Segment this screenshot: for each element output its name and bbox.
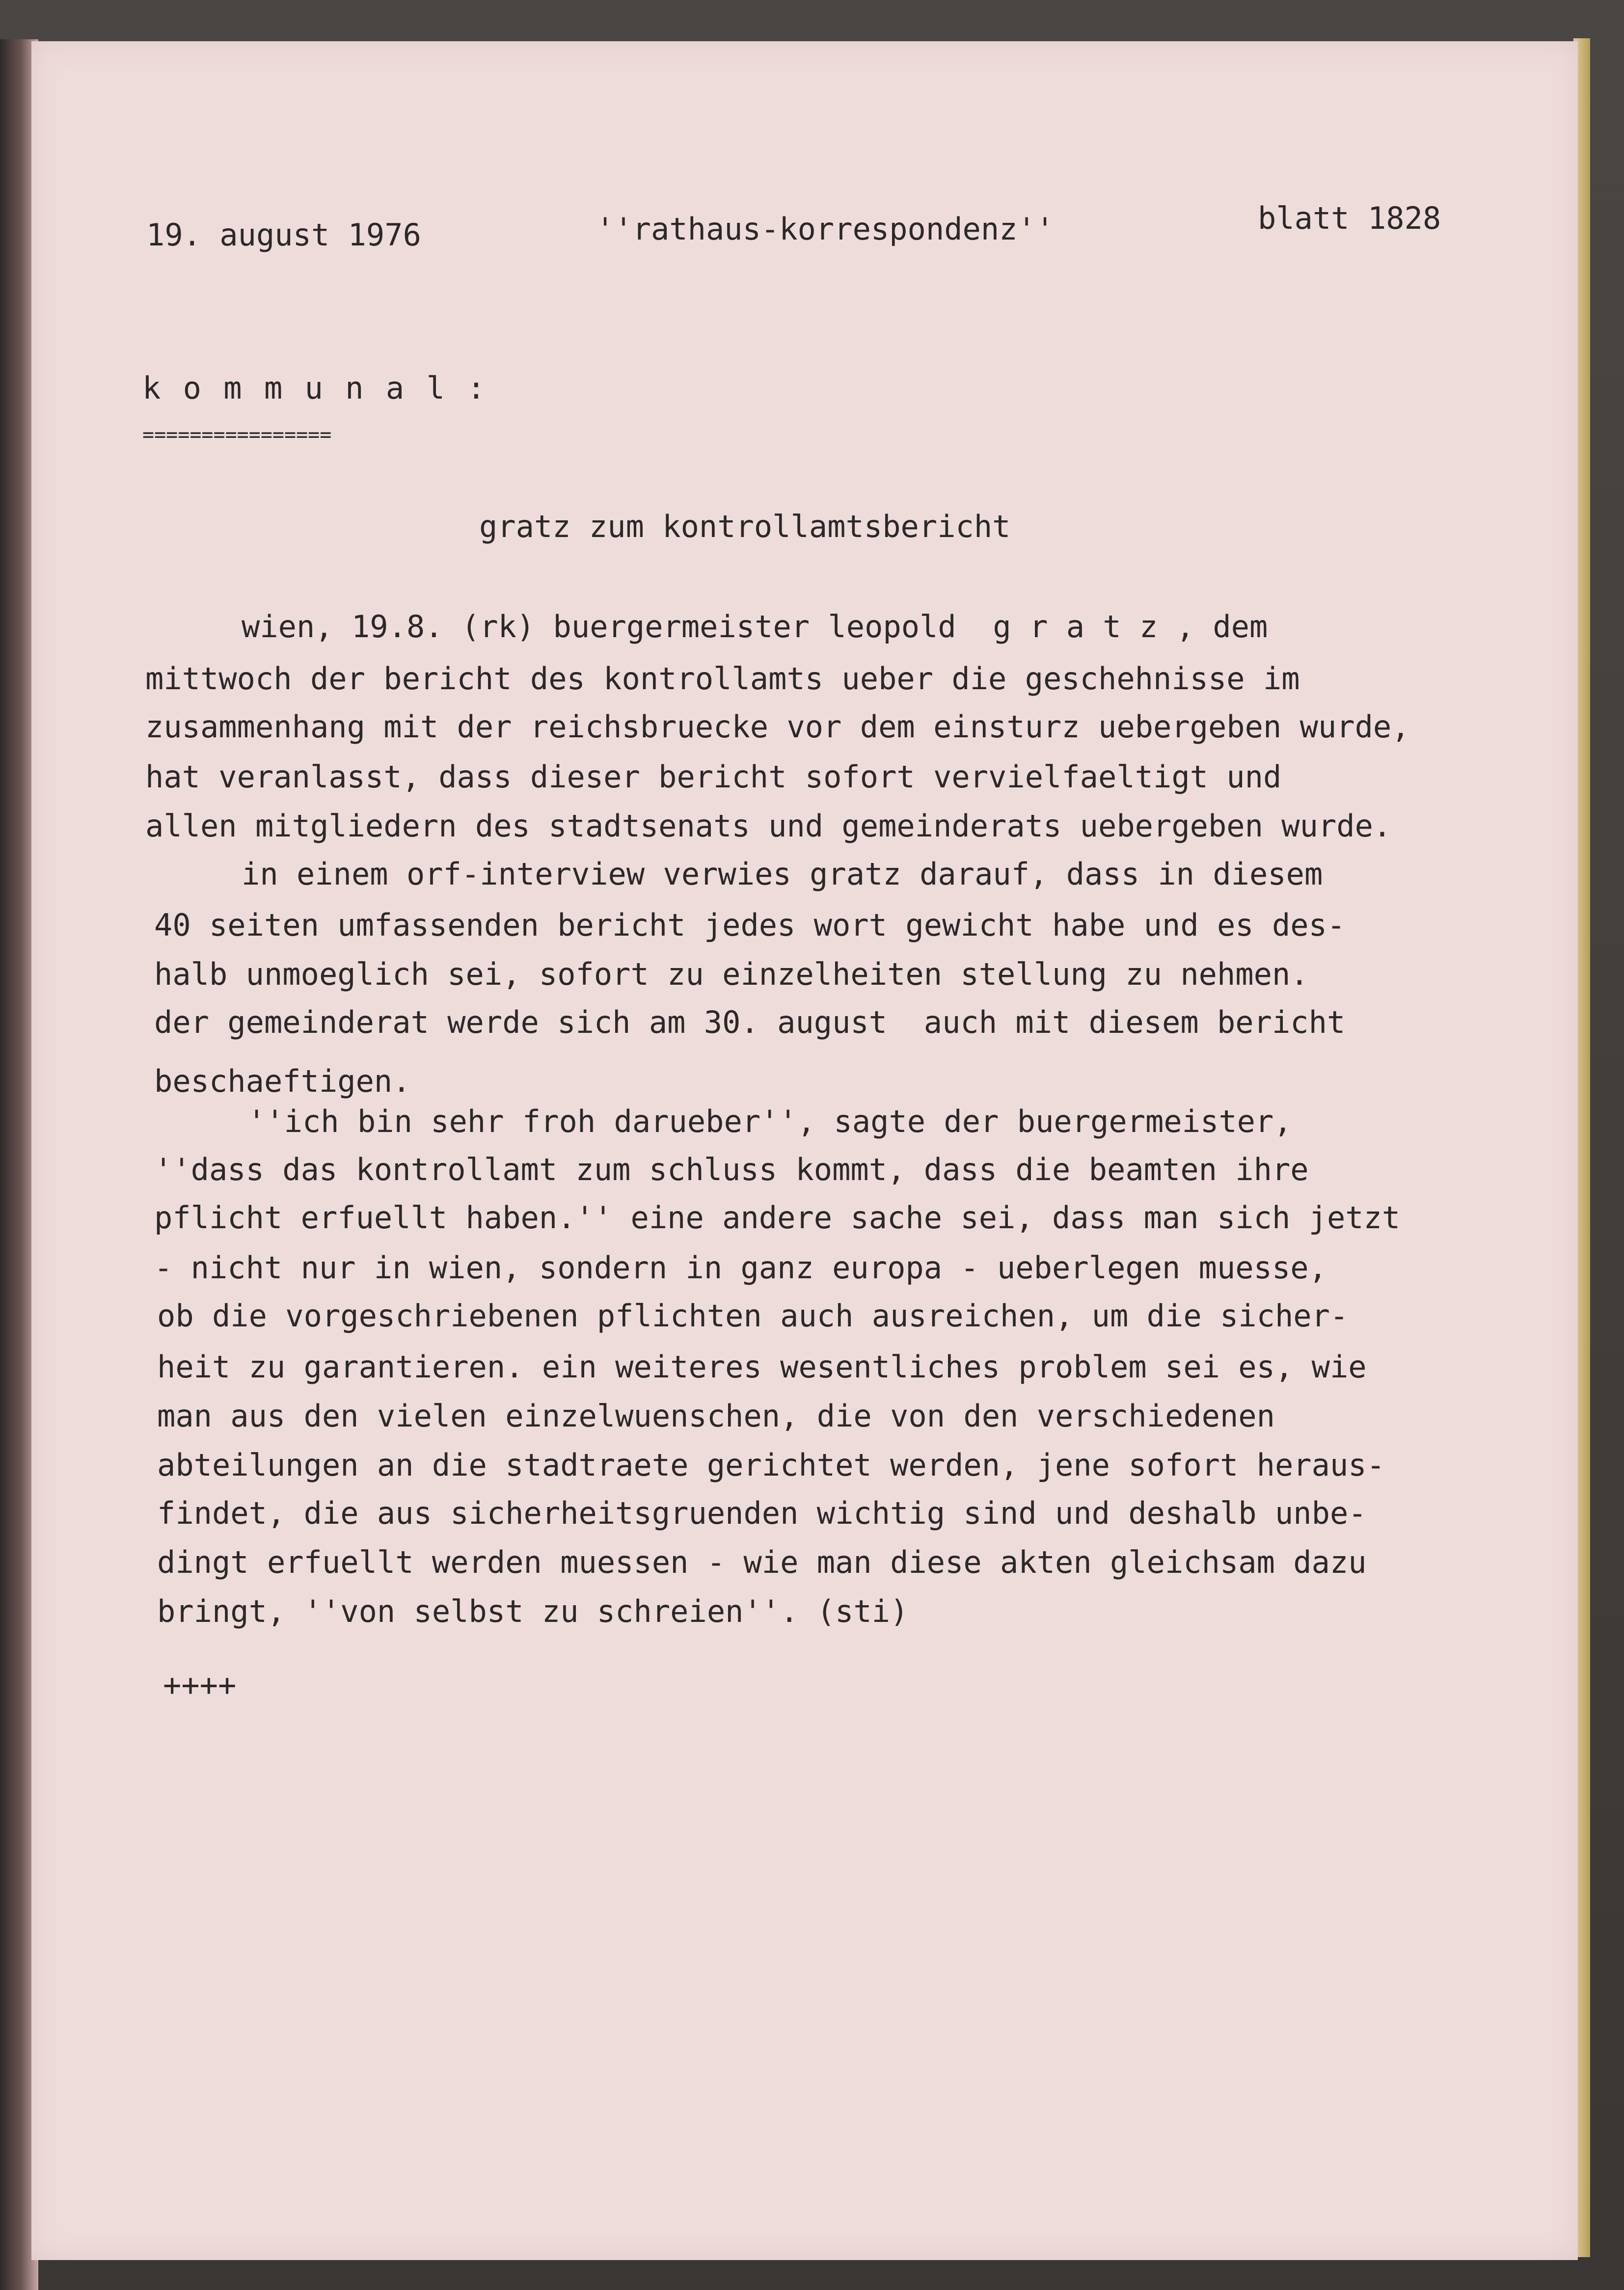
article-line: mittwoch der bericht des kontrollamts ueber die geschehnisse im — [145, 661, 1300, 697]
article-line: pflicht erfuellt haben.'' eine andere sache sei, dass man sich jetzt — [154, 1200, 1401, 1236]
section-underline: ================ — [142, 424, 332, 446]
article-line: abteilungen an die stadtraete gerichtet werden, jene sofort heraus- — [157, 1447, 1385, 1483]
article-line: findet, die aus sicherheitsgruenden wichtig sind und deshalb unbe- — [157, 1495, 1367, 1531]
article-line: hat veranlasst, dass dieser bericht sofort vervielfaeltigt und — [145, 759, 1282, 795]
article-line: halb unmoeglich sei, sofort zu einzelheiten stellung zu nehmen. — [154, 956, 1309, 992]
article-line: bringt, ''von selbst zu schreien''. (sti) — [157, 1593, 909, 1629]
article-line: wien, 19.8. (rk) buergermeister leopold g r a t z , dem — [242, 609, 1268, 645]
header-publication: ''rathaus-korrespondenz'' — [596, 211, 1055, 247]
document-page — [31, 41, 1578, 2260]
article-line: der gemeinderat werde sich am 30. august auch mit diesem bericht — [154, 1004, 1346, 1040]
article-line: ob die vorgeschriebenen pflichten auch ausreichen, um die sicher- — [157, 1298, 1349, 1334]
article-line: zusammenhang mit der reichsbruecke vor dem einsturz uebergeben wurde, — [145, 709, 1410, 745]
section-title: k o m m u n a l : — [142, 370, 487, 406]
article-line: in einem orf-interview verwies gratz darauf, dass in diesem — [242, 856, 1323, 892]
article-line: 40 seiten umfassenden bericht jedes wort gewicht habe und es des- — [154, 907, 1346, 943]
article-line: ''ich bin sehr froh darueber'', sagte der buergermeister, — [247, 1104, 1292, 1139]
article-line: dingt erfuellt werden muessen - wie man diese akten gleichsam dazu — [157, 1544, 1367, 1580]
article-line: beschaeftigen. — [154, 1063, 411, 1099]
article-line: heit zu garantieren. ein weiteres wesentliches problem sei es, wie — [157, 1349, 1367, 1385]
end-of-article-mark: ++++ — [163, 1667, 237, 1703]
article-line: man aus den vielen einzelwuenschen, die von den verschiedenen — [157, 1398, 1275, 1434]
header-sheet-number: blatt 1828 — [1258, 200, 1441, 236]
header-date: 19. august 1976 — [146, 217, 421, 253]
article-line: - nicht nur in wien, sondern in ganz europa - ueberlegen muesse, — [154, 1250, 1327, 1286]
article-line: allen mitgliedern des stadtsenats und gemeinderats uebergeben wurde. — [145, 808, 1392, 844]
article-line: ''dass das kontrollamt zum schluss kommt, dass die beamten ihre — [154, 1152, 1309, 1187]
article-headline: gratz zum kontrollamtsbericht — [479, 509, 1011, 544]
